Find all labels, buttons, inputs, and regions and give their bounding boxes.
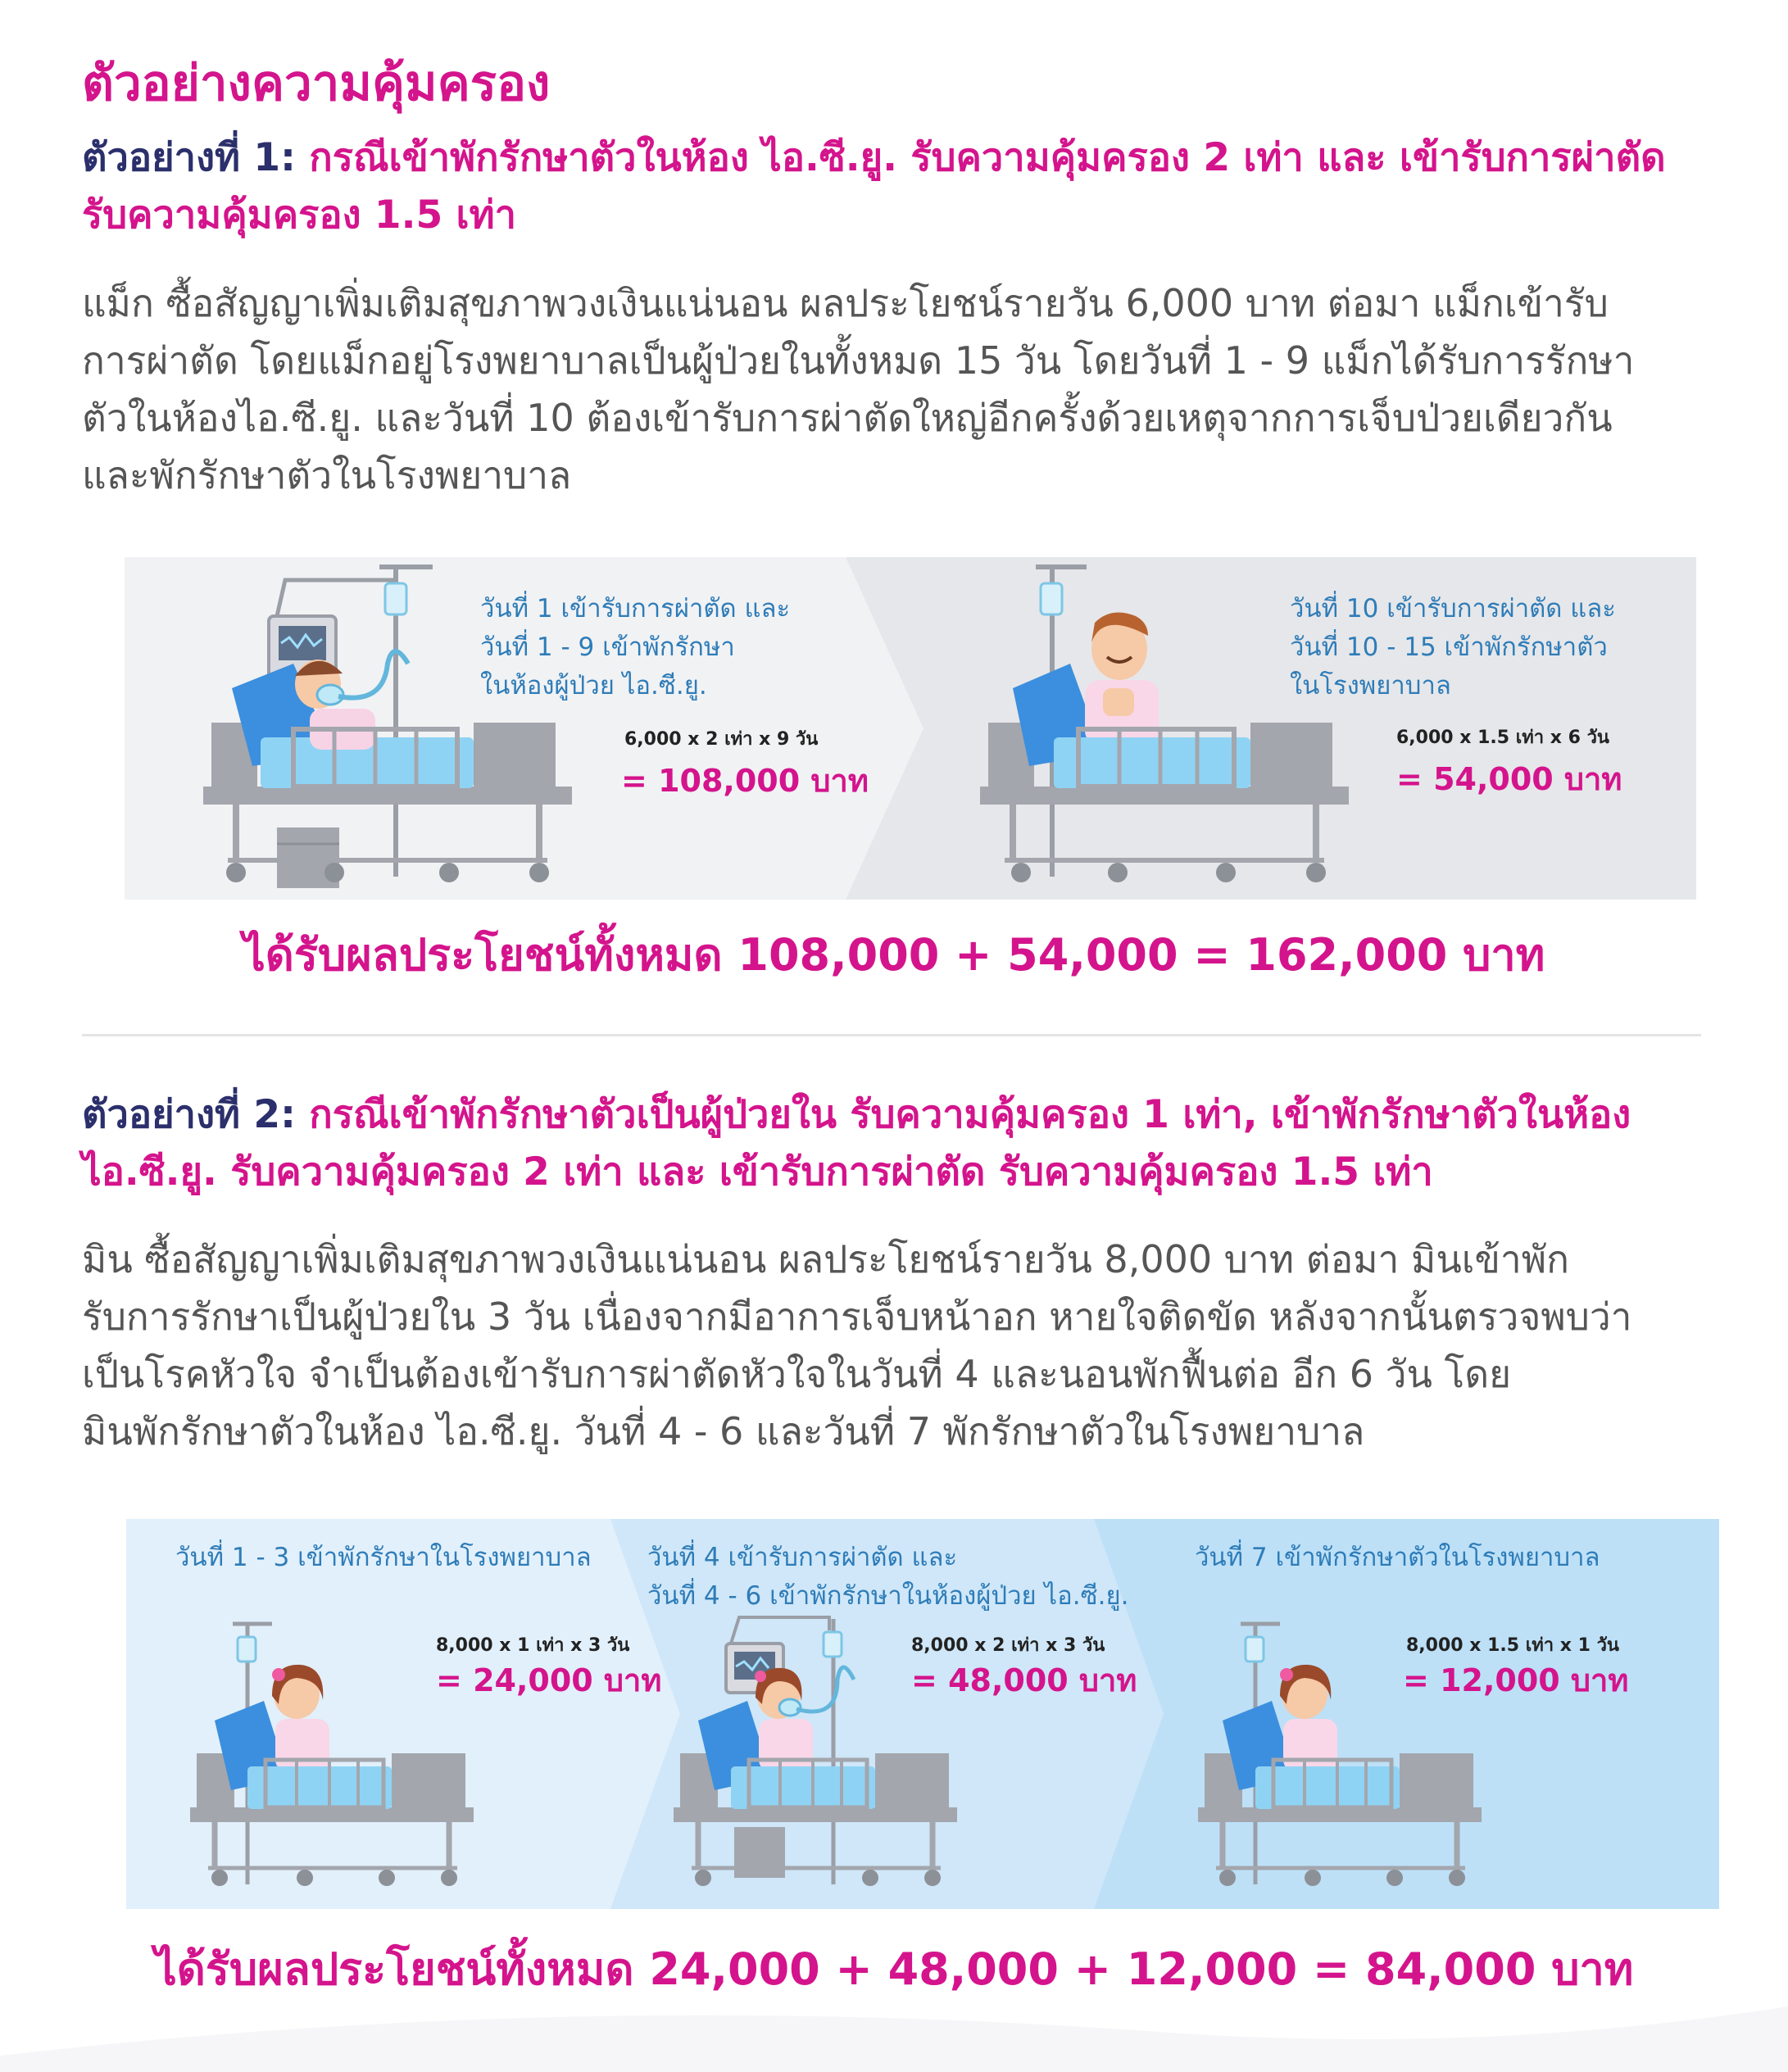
caption-line: ในห้องผู้ป่วย ไอ.ซี.ยู. bbox=[480, 671, 707, 700]
example1-step1-formula: 6,000 x 2 เท่า x 9 วัน bbox=[624, 729, 819, 750]
example2-body-line: เป็นโรคหัวใจ จำเป็นต้องเข้ารับการผ่าตัดหัวใจในวันที่ 4 และนอนพักฟื้นต่อ อีก 6 วัน โดย bbox=[82, 1352, 1512, 1396]
caption-line: วันที่ 4 เข้ารับการผ่าตัด และ bbox=[647, 1543, 958, 1572]
example1-heading-line2: รับความคุ้มครอง 1.5 เท่า bbox=[82, 193, 516, 238]
example2-step3-result: = 12,000 บาท bbox=[1403, 1662, 1629, 1698]
example1-body-line: ตัวในห้องไอ.ซี.ยู. และวันที่ 10 ต้องเข้ารับการผ่าตัดใหญ่อีกครั้งด้วยเหตุจากการเจ็บป่วยเดียวกัน bbox=[82, 396, 1613, 440]
example2-total: ได้รับผลประโยชน์ทั้งหมด 24,000 + 48,000 + 12,000 = 84,000 บาท bbox=[154, 1943, 1634, 1995]
example1-step2-formula: 6,000 x 1.5 เท่า x 6 วัน bbox=[1396, 728, 1609, 748]
example2-label: ตัวอย่างที่ 2: bbox=[82, 1092, 296, 1137]
example1-step2-caption bbox=[1290, 590, 1616, 705]
example1-step1-caption bbox=[480, 590, 790, 705]
caption-line: วันที่ 10 - 15 เข้าพักรักษาตัว bbox=[1290, 632, 1608, 662]
example1-body-line: แม็ก ซื้อสัญญาเพิ่มเติมสุขภาพวงเงินแน่นอน ผลประโยชน์รายวัน 6,000 บาท ต่อมา แม็กเข้ารับ bbox=[82, 281, 1609, 325]
example2-body-line: มินพักรักษาตัวในห้อง ไอ.ซี.ยู. วันที่ 4 - 6 และวันที่ 7 พักรักษาตัวในโรงพยาบาล bbox=[82, 1409, 1365, 1453]
example2-step2-result: = 48,000 บาท bbox=[911, 1662, 1137, 1698]
example2-step1-result: = 24,000 บาท bbox=[436, 1662, 662, 1698]
caption-line: วันที่ 7 เข้าพักรักษาตัวในโรงพยาบาล bbox=[1195, 1543, 1600, 1572]
page-title: ตัวอย่างความคุ้มครอง bbox=[82, 55, 551, 112]
example2-body-line: มิน ซื้อสัญญาเพิ่มเติมสุขภาพวงเงินแน่นอน ผลประโยชน์รายวัน 8,000 บาท ต่อมา มินเข้าพัก bbox=[82, 1237, 1569, 1281]
example2-heading-line2: ไอ.ซี.ยู. รับความคุ้มครอง 2 เท่า และ เข้ารับการผ่าตัด รับความคุ้มครอง 1.5 เท่า bbox=[82, 1149, 1433, 1195]
example2-heading bbox=[82, 1086, 1721, 1201]
example2-body-line: รับการรักษาเป็นผู้ป่วยใน 3 วัน เนื่องจากมีอาการเจ็บหน้าอก หายใจติดขัด หลังจากนั้นตรวจพบว่า bbox=[82, 1294, 1632, 1339]
example1-heading bbox=[82, 129, 1721, 244]
example1-label: ตัวอย่างที่ 1: bbox=[82, 135, 296, 180]
example1-body-line: และพักรักษาตัวในโรงพยาบาล bbox=[82, 453, 572, 497]
caption-line: วันที่ 4 - 6 เข้าพักรักษาในห้องผู้ป่วย ไอ.ซี.ยู. bbox=[647, 1581, 1129, 1611]
example2-step3-caption bbox=[1195, 1539, 1600, 1577]
example2-body bbox=[82, 1231, 1688, 1460]
example2-heading-line1: กรณีเข้าพักรักษาตัวเป็นผู้ป่วยใน รับความคุ้มครอง 1 เท่า, เข้าพักรักษาตัวในห้อง bbox=[309, 1092, 1631, 1137]
caption-line: วันที่ 1 - 9 เข้าพักรักษา bbox=[480, 632, 735, 662]
caption-line: ในโรงพยาบาล bbox=[1290, 671, 1451, 700]
example2-step3-formula: 8,000 x 1.5 เท่า x 1 วัน bbox=[1406, 1635, 1619, 1656]
section-divider bbox=[82, 1034, 1701, 1036]
example1-step1-result: = 108,000 บาท bbox=[621, 763, 869, 799]
caption-line: วันที่ 1 เข้ารับการผ่าตัด และ bbox=[480, 594, 791, 623]
example1-heading-line1: กรณีเข้าพักรักษาตัวในห้อง ไอ.ซี.ยู. รับความคุ้มครอง 2 เท่า และ เข้ารับการผ่าตัด bbox=[309, 135, 1666, 180]
example1-total: ได้รับผลประโยชน์ทั้งหมด 108,000 + 54,000 = 162,000 บาท bbox=[243, 929, 1545, 981]
decorative-wave bbox=[0, 1957, 1788, 2072]
example2-step1-caption bbox=[175, 1539, 592, 1577]
example2-step1-formula: 8,000 x 1 เท่า x 3 วัน bbox=[436, 1635, 630, 1656]
example1-body-line: การผ่าตัด โดยแม็กอยู่โรงพยาบาลเป็นผู้ป่วยในทั้งหมด 15 วัน โดยวันที่ 1 - 9 แม็กได้รับการรักษา bbox=[82, 338, 1635, 383]
caption-line: วันที่ 10 เข้ารับการผ่าตัด และ bbox=[1290, 594, 1616, 623]
caption-line: วันที่ 1 - 3 เข้าพักรักษาในโรงพยาบาล bbox=[175, 1543, 592, 1572]
example1-body bbox=[82, 274, 1688, 504]
example1-step2-result: = 54,000 บาท bbox=[1396, 761, 1622, 797]
example2-step2-caption bbox=[647, 1539, 1129, 1616]
example2-step2-formula: 8,000 x 2 เท่า x 3 วัน bbox=[911, 1635, 1105, 1656]
